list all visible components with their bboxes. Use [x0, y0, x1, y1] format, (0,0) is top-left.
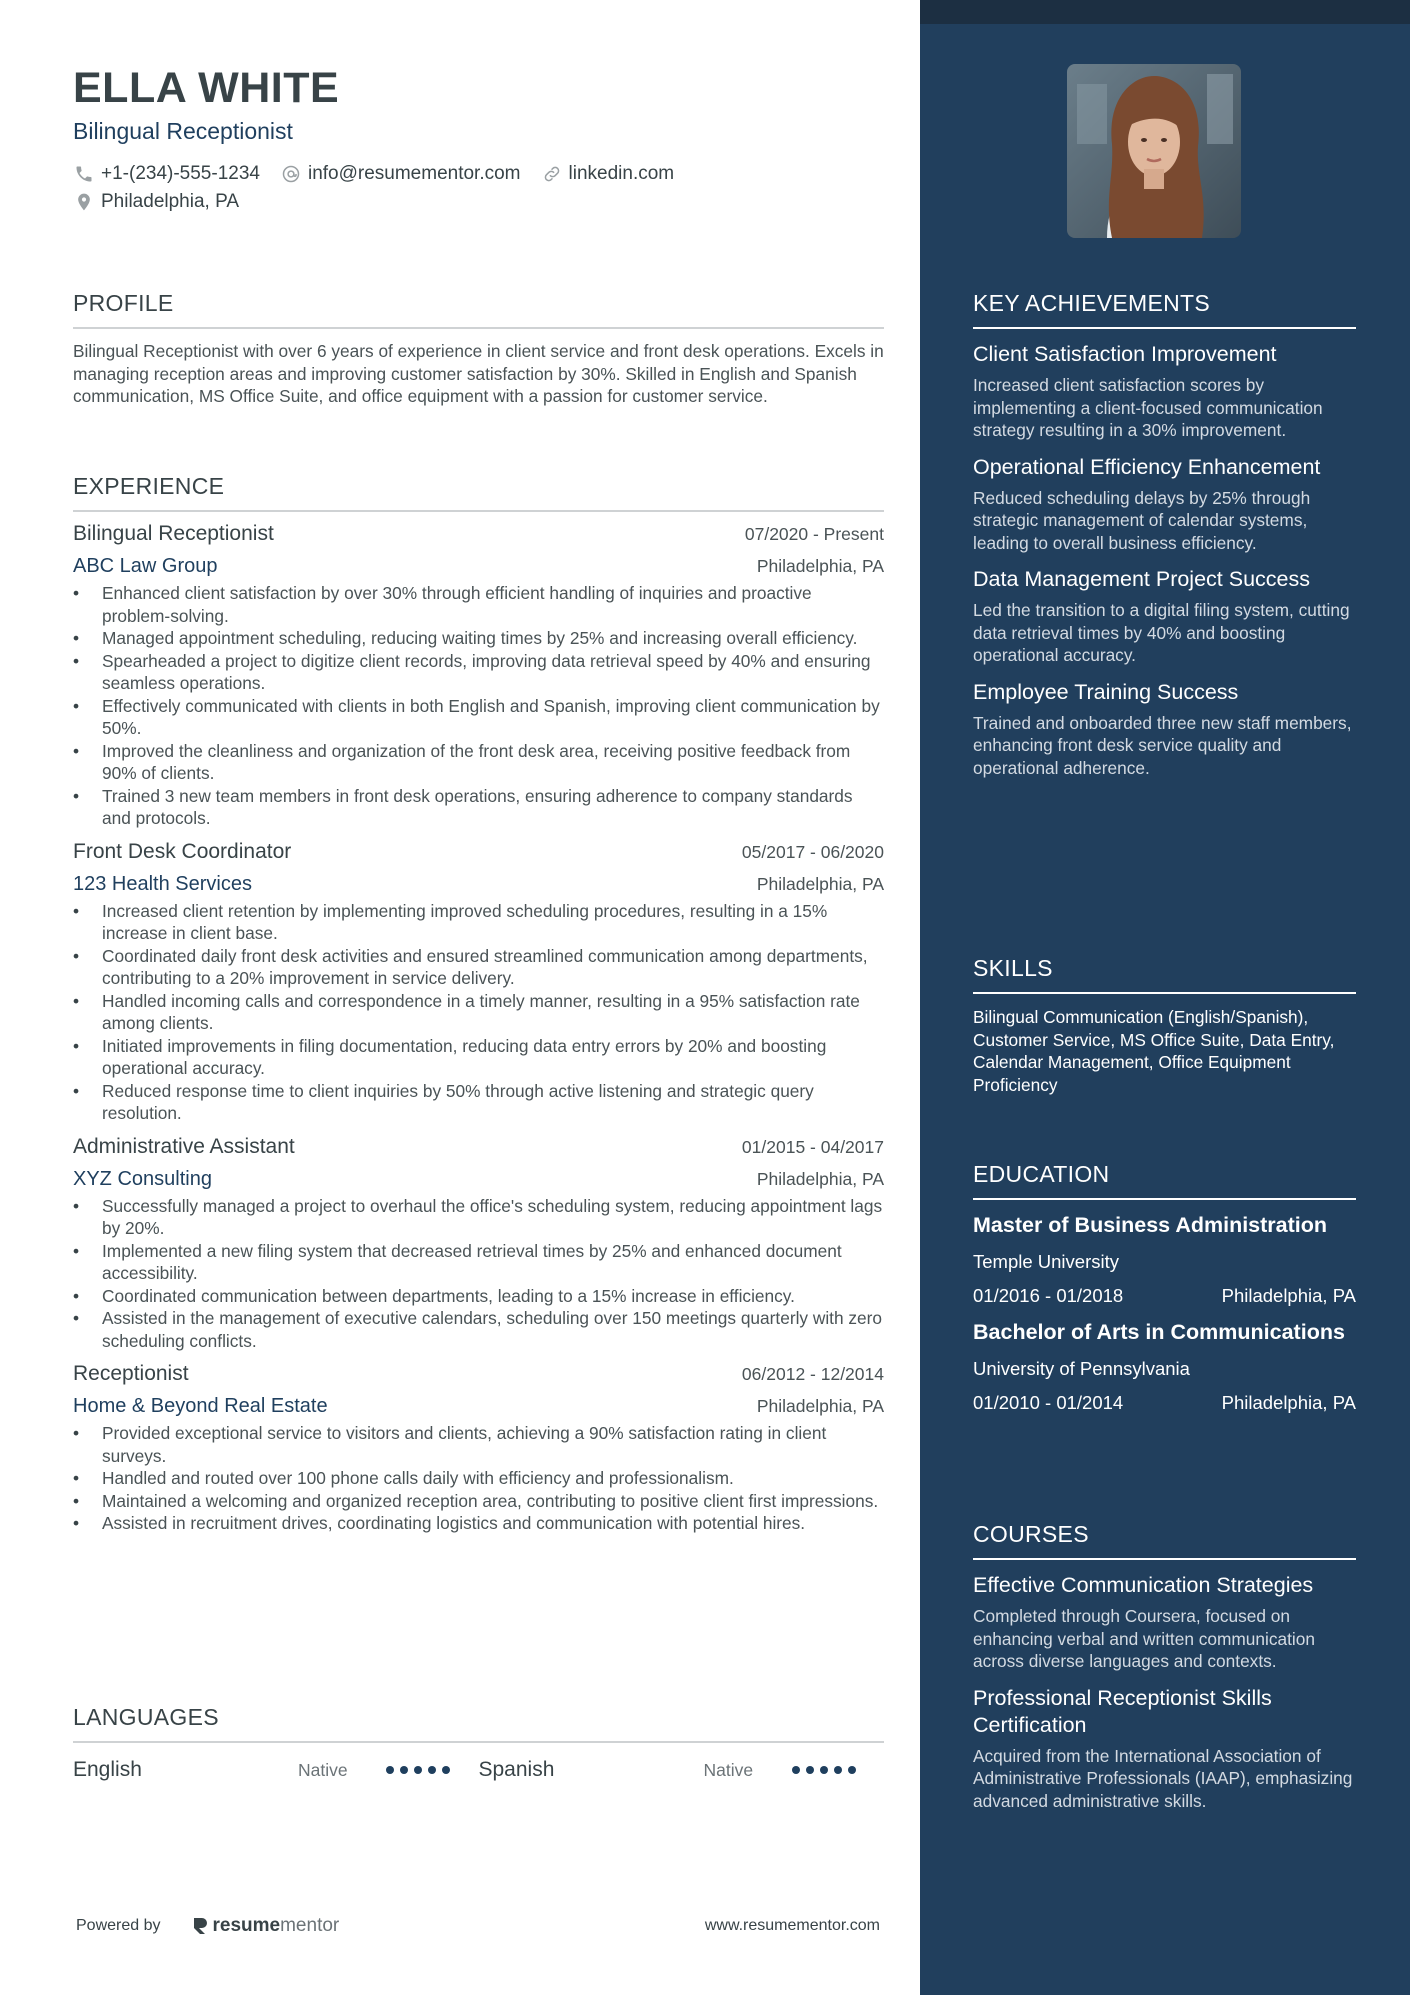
job-entry — [73, 1135, 884, 1353]
linkedin-contact[interactable] — [541, 163, 675, 185]
course-title: Professional Receptionist Skills Certification — [973, 1685, 1272, 1737]
profile-heading: PROFILE — [73, 290, 884, 329]
job-header — [73, 522, 884, 546]
location-pin-icon — [73, 191, 95, 213]
course-desc: Completed through Coursera, focused on enhancing verbal and written communication across diverse languages and contexts. — [973, 1606, 1315, 1671]
education-school: Temple University — [973, 1251, 1119, 1272]
job-role: Front Desk Coordinator — [73, 839, 292, 863]
footer-website-link[interactable]: www.resumementor.com — [704, 1917, 880, 1934]
job-company-row — [73, 1168, 884, 1191]
job-company-row — [73, 1395, 884, 1418]
job-bullets — [73, 582, 884, 830]
job-bullet: • Assisted in the management of executive calendars, scheduling over 150 meetings quarterly with zero scheduling conflicts. — [73, 1307, 884, 1352]
education-dates: 01/2010 - 01/2014 — [973, 1392, 1124, 1413]
course-item — [973, 1572, 1356, 1673]
phone-icon — [73, 163, 95, 185]
language-item — [479, 1758, 885, 1782]
job-bullets — [73, 900, 884, 1125]
job-header — [73, 1135, 884, 1159]
achievement-title: Employee Training Success — [973, 679, 1239, 704]
candidate-name: ELLA WHITE — [73, 64, 340, 112]
language-list — [73, 1755, 884, 1785]
course-desc: Acquired from the International Association of Administrative Professionals (IAAP), emphasizing advanced administrative skills. — [973, 1745, 1353, 1811]
job-header — [73, 840, 884, 864]
job-bullet: • Coordinated communication between departments, leading to a 15% increase in efficiency. — [73, 1285, 884, 1308]
course-title: Effective Communication Strategies — [973, 1573, 1314, 1597]
sidebar-top-bar — [920, 0, 1410, 24]
job-company: 123 Health Services — [73, 872, 252, 895]
skills-heading: SKILLS — [973, 955, 1356, 994]
job-location: Philadelphia, PA — [756, 873, 884, 894]
brand-logo[interactable] — [191, 1915, 340, 1937]
job-bullet: • Coordinated daily front desk activities and ensured streamlined communication among departments, contributing to a 20% improvement in service delivery. — [73, 945, 884, 990]
language-level: Native — [703, 1759, 754, 1780]
experience-section — [73, 473, 884, 1535]
job-header — [73, 1362, 884, 1386]
footer — [76, 1915, 880, 1937]
languages-heading: LANGUAGES — [73, 1704, 884, 1743]
language-level: Native — [298, 1759, 348, 1780]
phone-text: +1-(234)-555-1234 — [101, 163, 260, 184]
brand-light: mentor — [280, 1915, 340, 1936]
job-entry — [73, 840, 884, 1125]
achievement-item — [973, 679, 1356, 780]
job-bullets — [73, 1195, 884, 1353]
rating-dot — [400, 1766, 408, 1774]
sidebar — [920, 0, 1410, 1995]
achievement-desc: Trained and onboarded three new staff members, enhancing front desk service quality and operational adherence. — [973, 712, 1352, 778]
achievements-section — [973, 290, 1356, 779]
job-bullet: • Maintained a welcoming and organized reception area, contributing to positive client first impressions. — [73, 1490, 884, 1513]
job-list — [73, 522, 884, 1535]
education-list — [973, 1212, 1356, 1414]
language-name: English — [73, 1758, 142, 1781]
job-role: Administrative Assistant — [73, 1134, 295, 1158]
skills-section — [973, 955, 1356, 1096]
education-meta — [973, 1392, 1356, 1414]
job-bullet: • Handled and routed over 100 phone calls daily with efficiency and professionalism. — [73, 1467, 884, 1490]
education-meta — [973, 1285, 1356, 1307]
at-sign-icon — [280, 163, 302, 185]
job-company: ABC Law Group — [73, 555, 218, 577]
rating-dot — [792, 1766, 800, 1774]
job-role: Bilingual Receptionist — [73, 522, 274, 545]
achievement-desc: Reduced scheduling delays by 25% through strategic management of calendar systems, leading to overall business efficiency. — [973, 487, 1311, 553]
job-company-row — [73, 555, 884, 578]
language-rating — [792, 1766, 856, 1774]
achievements-heading: KEY ACHIEVEMENTS — [973, 290, 1356, 329]
achievement-item — [973, 341, 1356, 442]
course-list — [973, 1572, 1356, 1812]
phone-contact[interactable] — [73, 163, 260, 185]
education-school: University of Pennsylvania — [973, 1358, 1190, 1379]
job-dates: 05/2017 - 06/2020 — [741, 841, 884, 862]
job-dates: 01/2015 - 04/2017 — [741, 1136, 884, 1157]
job-dates: 07/2020 - Present — [744, 524, 884, 544]
achievement-item — [973, 454, 1356, 555]
resumementor-logo-icon — [191, 1916, 209, 1936]
job-company-row — [73, 873, 884, 896]
job-bullet: • Initiated improvements in filing documentation, reducing data entry errors by 20% and boosting operational accuracy. — [73, 1035, 884, 1080]
language-item — [73, 1758, 479, 1782]
job-bullet: • Reduced response time to client inquiries by 50% through active listening and strategic query resolution. — [73, 1080, 884, 1125]
rating-dot — [806, 1766, 814, 1774]
profile-section — [73, 290, 884, 408]
education-section — [973, 1161, 1356, 1414]
job-bullet: • Managed appointment scheduling, reducing waiting times by 25% and increasing overall efficiency. — [73, 627, 884, 650]
rating-dot — [442, 1766, 450, 1774]
job-bullet: • Assisted in recruitment drives, coordinating logistics and communication with potential hires. — [73, 1512, 884, 1535]
powered-by — [76, 1915, 339, 1937]
job-bullet: • Handled incoming calls and correspondence in a timely manner, resulting in a 95% satisfaction rate among clients. — [73, 990, 884, 1035]
job-location: Philadelphia, PA — [756, 556, 884, 576]
linkedin-text: linkedin.com — [568, 163, 675, 184]
contact-info — [73, 160, 893, 216]
job-company: XYZ Consulting — [73, 1167, 212, 1190]
brand-bold: resume — [212, 1915, 281, 1936]
job-bullet: • Implemented a new filing system that decreased retrieval times by 25% and enhanced document accessibility. — [73, 1240, 884, 1285]
job-bullet: • Trained 3 new team members in front desk operations, ensuring adherence to company standards and protocols. — [73, 785, 884, 830]
job-bullet: • Provided exceptional service to visitors and clients, achieving a 90% satisfaction rating in client surveys. — [73, 1422, 884, 1467]
achievement-list — [973, 341, 1356, 779]
rating-dot — [848, 1766, 856, 1774]
job-company: Home & Beyond Real Estate — [73, 1395, 328, 1417]
job-location: Philadelphia, PA — [756, 1168, 884, 1189]
education-degree: Bachelor of Arts in Communications — [973, 1320, 1345, 1344]
profile-summary: Bilingual Receptionist with over 6 years of experience in client service and front desk operations. Excels in managing reception areas and improving customer satisfaction by 30%. Skilled in English and Spanish communication, MS Office Suite, and office equipment with a passion for customer service. — [73, 341, 884, 406]
language-name: Spanish — [478, 1758, 555, 1781]
job-role: Receptionist — [73, 1362, 189, 1385]
language-rating — [386, 1766, 450, 1774]
location-contact — [73, 191, 239, 213]
job-bullets — [73, 1422, 884, 1535]
achievement-item — [973, 566, 1356, 667]
profile-photo — [1067, 64, 1241, 238]
achievement-title: Operational Efficiency Enhancement — [973, 454, 1321, 479]
powered-by-label: Powered by — [76, 1917, 161, 1934]
achievement-title: Data Management Project Success — [973, 567, 1310, 591]
achievement-desc: Increased client satisfaction scores by implementing a client-focused communication strategy resulting in a 30% improvement. — [973, 375, 1323, 440]
education-degree: Master of Business Administration — [973, 1213, 1328, 1237]
job-location: Philadelphia, PA — [756, 1396, 884, 1416]
rating-dot — [428, 1766, 436, 1774]
job-entry — [73, 1362, 884, 1535]
job-bullet: • Spearheaded a project to digitize client records, improving data retrieval speed by 40% and ensuring seamless operations. — [73, 650, 884, 695]
rating-dot — [820, 1766, 828, 1774]
job-bullet: • Successfully managed a project to overhaul the office's scheduling system, reducing appointment lags by 20%. — [73, 1195, 884, 1240]
education-item — [973, 1212, 1356, 1307]
job-bullet: • Effectively communicated with clients in both English and Spanish, improving client communication by 50%. — [73, 695, 884, 740]
achievement-desc: Led the transition to a digital filing system, cutting data retrieval times by 40% and boosting operational accuracy. — [973, 600, 1350, 665]
job-bullet: • Increased client retention by implementing improved scheduling procedures, resulting in a 15% increase in client base. — [73, 900, 884, 945]
link-icon — [541, 163, 563, 185]
achievement-title: Client Satisfaction Improvement — [973, 342, 1277, 366]
course-item — [973, 1685, 1356, 1813]
skills-list: Bilingual Communication (English/Spanish), Customer Service, MS Office Suite, Data Entry, Calendar Management, Office Equipment Proficiency — [973, 1007, 1335, 1095]
job-bullet: • Enhanced client satisfaction by over 30% through efficient handling of inquiries and proactive problem-solving. — [73, 582, 884, 627]
courses-heading: COURSES — [973, 1521, 1356, 1560]
email-contact[interactable] — [280, 163, 521, 185]
email-text: info@resumementor.com — [307, 163, 521, 184]
rating-dot — [834, 1766, 842, 1774]
location-text: Philadelphia, PA — [101, 191, 240, 212]
education-location: Philadelphia, PA — [1221, 1392, 1356, 1413]
job-entry — [73, 522, 884, 830]
education-dates: 01/2016 - 01/2018 — [973, 1285, 1124, 1306]
education-location: Philadelphia, PA — [1221, 1285, 1356, 1306]
courses-section — [973, 1521, 1356, 1812]
experience-heading: EXPERIENCE — [73, 473, 884, 512]
education-item — [973, 1319, 1356, 1414]
candidate-title: Bilingual Receptionist — [73, 118, 293, 144]
rating-dot — [414, 1766, 422, 1774]
job-dates: 06/2012 - 12/2014 — [741, 1364, 884, 1384]
education-heading: EDUCATION — [973, 1161, 1356, 1200]
rating-dot — [386, 1766, 394, 1774]
job-bullet: • Improved the cleanliness and organization of the front desk area, receiving positive feedback from 90% of clients. — [73, 740, 884, 785]
languages-section — [73, 1704, 884, 1785]
